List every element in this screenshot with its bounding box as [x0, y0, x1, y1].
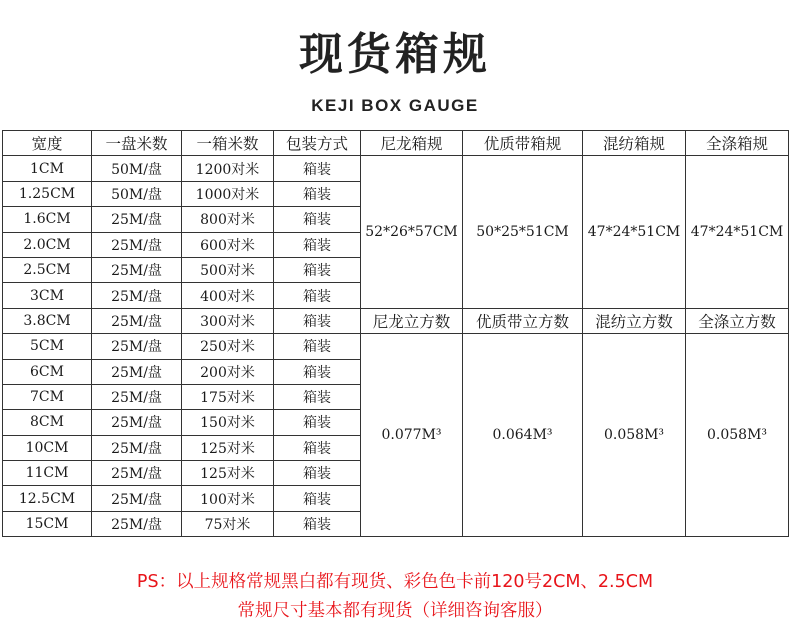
- volume-premium: 0.064M³: [463, 334, 583, 537]
- cell-roll-meters: 25M/盘: [92, 232, 182, 257]
- cell-roll-meters: 25M/盘: [92, 257, 182, 282]
- spec-table-body: [3, 131, 789, 537]
- cell-box-meters: 400对米: [182, 283, 274, 308]
- cell-box-meters: 125对米: [182, 435, 274, 460]
- volume-header-polyester: 全涤立方数: [686, 308, 789, 333]
- cell-box-meters: 250对米: [182, 334, 274, 359]
- page-subtitle: KEJI BOX GAUGE: [311, 96, 479, 115]
- header-roll-meters: 一盘米数: [92, 131, 182, 156]
- cell-width: 3CM: [3, 283, 92, 308]
- cell-box-meters: 1000对米: [182, 181, 274, 206]
- cell-packing: 箱装: [274, 283, 361, 308]
- cell-box-meters: 1200对米: [182, 156, 274, 181]
- header-packing: 包装方式: [274, 131, 361, 156]
- box-header-blend: 混纺箱规: [583, 131, 686, 156]
- cell-packing: 箱装: [274, 334, 361, 359]
- cell-packing: 箱装: [274, 359, 361, 384]
- cell-packing: 箱装: [274, 181, 361, 206]
- cell-roll-meters: 25M/盘: [92, 511, 182, 536]
- table-row: [3, 156, 789, 181]
- volume-header-blend: 混纺立方数: [583, 308, 686, 333]
- cell-roll-meters: 25M/盘: [92, 384, 182, 409]
- cell-box-meters: 100对米: [182, 486, 274, 511]
- box-size-blend: 47*24*51CM: [583, 156, 686, 308]
- box-header-premium: 优质带箱规: [463, 131, 583, 156]
- header-box-meters: 一箱米数: [182, 131, 274, 156]
- box-size-polyester: 47*24*51CM: [686, 156, 789, 308]
- cell-roll-meters: 25M/盘: [92, 283, 182, 308]
- header-width: 宽度: [3, 131, 92, 156]
- cell-width: 8CM: [3, 410, 92, 435]
- table-row: [3, 308, 789, 333]
- spec-table: [2, 130, 789, 537]
- cell-width: 1.6CM: [3, 207, 92, 232]
- cell-box-meters: 150对米: [182, 410, 274, 435]
- cell-packing: 箱装: [274, 511, 361, 536]
- volume-nylon: 0.077M³: [361, 334, 463, 537]
- cell-box-meters: 600对米: [182, 232, 274, 257]
- cell-box-meters: 500对米: [182, 257, 274, 282]
- note-line-2: 常规尺寸基本都有现货（详细咨询客服）: [237, 601, 553, 621]
- cell-width: 12.5CM: [3, 486, 92, 511]
- cell-packing: 箱装: [274, 486, 361, 511]
- cell-roll-meters: 50M/盘: [92, 156, 182, 181]
- cell-box-meters: 300对米: [182, 308, 274, 333]
- cell-roll-meters: 25M/盘: [92, 461, 182, 486]
- cell-roll-meters: 25M/盘: [92, 410, 182, 435]
- cell-packing: 箱装: [274, 410, 361, 435]
- cell-width: 2.0CM: [3, 232, 92, 257]
- cell-box-meters: 75对米: [182, 511, 274, 536]
- cell-packing: 箱装: [274, 257, 361, 282]
- cell-packing: 箱装: [274, 207, 361, 232]
- cell-packing: 箱装: [274, 461, 361, 486]
- cell-width: 3.8CM: [3, 308, 92, 333]
- box-header-nylon: 尼龙箱规: [361, 131, 463, 156]
- cell-packing: 箱装: [274, 308, 361, 333]
- volume-header-premium: 优质带立方数: [463, 308, 583, 333]
- box-size-premium: 50*25*51CM: [463, 156, 583, 308]
- volume-polyester: 0.058M³: [686, 334, 789, 537]
- cell-width: 1CM: [3, 156, 92, 181]
- table-row: [3, 334, 789, 359]
- cell-packing: 箱装: [274, 435, 361, 460]
- volume-blend: 0.058M³: [583, 334, 686, 537]
- cell-width: 1.25CM: [3, 181, 92, 206]
- box-size-nylon: 52*26*57CM: [361, 156, 463, 308]
- cell-roll-meters: 50M/盘: [92, 181, 182, 206]
- cell-roll-meters: 25M/盘: [92, 308, 182, 333]
- cell-width: 2.5CM: [3, 257, 92, 282]
- cell-roll-meters: 25M/盘: [92, 359, 182, 384]
- note-line-1: PS：以上规格常规黑白都有现货、彩色色卡前120号2CM、2.5CM: [136, 572, 654, 592]
- cell-roll-meters: 25M/盘: [92, 207, 182, 232]
- cell-box-meters: 200对米: [182, 359, 274, 384]
- cell-roll-meters: 25M/盘: [92, 486, 182, 511]
- cell-box-meters: 175对米: [182, 384, 274, 409]
- cell-width: 15CM: [3, 511, 92, 536]
- cell-box-meters: 800对米: [182, 207, 274, 232]
- cell-width: 5CM: [3, 334, 92, 359]
- cell-box-meters: 125对米: [182, 461, 274, 486]
- cell-packing: 箱装: [274, 156, 361, 181]
- cell-packing: 箱装: [274, 232, 361, 257]
- cell-width: 7CM: [3, 384, 92, 409]
- volume-header-nylon: 尼龙立方数: [361, 308, 463, 333]
- cell-width: 10CM: [3, 435, 92, 460]
- cell-packing: 箱装: [274, 384, 361, 409]
- box-header-polyester: 全涤箱规: [686, 131, 789, 156]
- page-title: 现货箱规: [299, 29, 491, 80]
- cell-roll-meters: 25M/盘: [92, 334, 182, 359]
- header-row: [3, 131, 789, 156]
- cell-width: 11CM: [3, 461, 92, 486]
- cell-roll-meters: 25M/盘: [92, 435, 182, 460]
- cell-width: 6CM: [3, 359, 92, 384]
